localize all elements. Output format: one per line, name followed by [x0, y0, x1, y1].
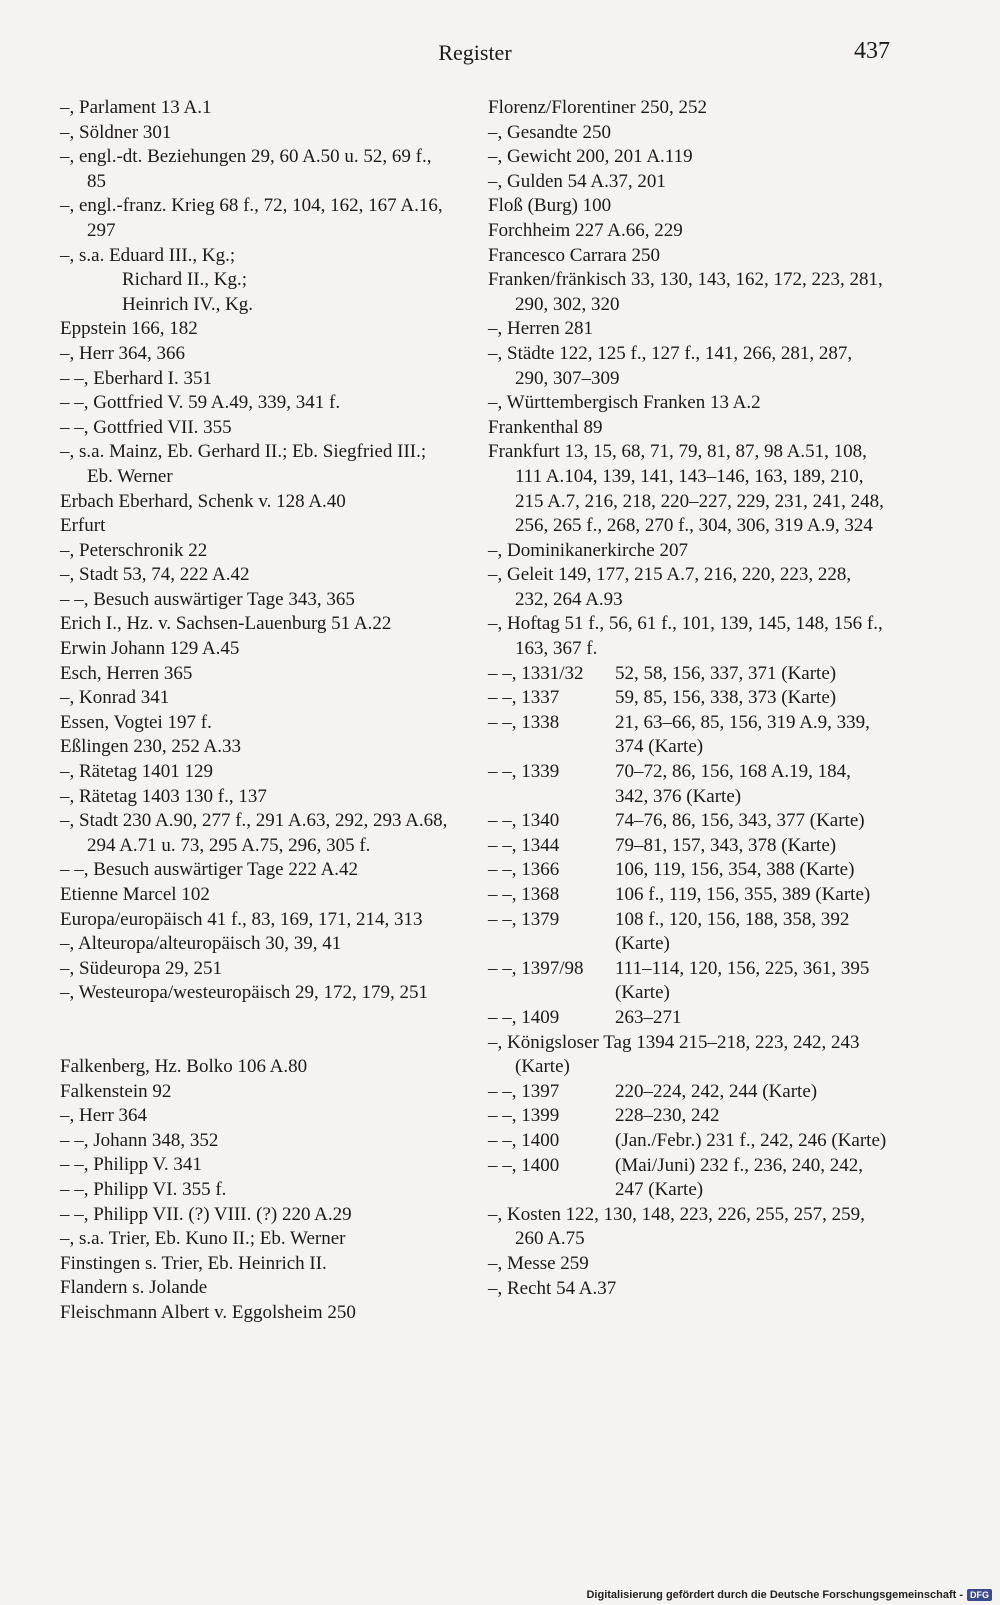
koenigsloser-year: – –, 1397 — [488, 1080, 560, 1102]
funding-footer — [586, 1589, 992, 1601]
index-entry: – –, Philipp VII. (?) VIII. (?) 220 A.29 — [60, 1203, 352, 1225]
hoftag-refs: 21, 63–66, 85, 156, 319 A.9, 339, 374 (Karte) — [615, 711, 870, 758]
index-entry: Heinrich IV., Kg. — [122, 293, 254, 315]
index-entry: –, Alteuropa/alteuropäisch 30, 39, 41 — [60, 933, 342, 955]
hoftag-row — [488, 662, 888, 687]
hoftag-row — [488, 760, 888, 809]
hoftag-refs: 106, 119, 156, 354, 388 (Karte) — [615, 859, 855, 881]
koenigsloser-row — [488, 1080, 888, 1105]
hoftag-row — [488, 711, 888, 760]
koenigsloser-year: – –, 1400 — [488, 1154, 560, 1176]
index-entry: –, Stadt 230 A.90, 277 f., 291 A.63, 292, 293 A.68, 294 A.71 u. 73, 295 A.75, 296, 305 f. — [60, 810, 448, 856]
hoftag-year: – –, 1397/98 — [488, 957, 584, 979]
index-entry: Florenz/Florentiner 250, 252 — [488, 97, 707, 118]
index-entry: –, Messe 259 — [488, 1252, 589, 1274]
hoftag-row — [488, 883, 888, 908]
index-entry: Essen, Vogtei 197 f. — [60, 711, 212, 733]
hoftag-row — [488, 858, 888, 883]
hoftag-refs: 108 f., 120, 156, 188, 358, 392 (Karte) — [615, 908, 850, 955]
koenigsloser-refs: (Mai/Juni) 232 f., 236, 240, 242, 247 (Karte) — [615, 1154, 864, 1201]
index-entry: – –, Besuch auswärtiger Tage 343, 365 — [60, 588, 355, 610]
hoftag-year: – –, 1344 — [488, 834, 560, 856]
index-entry: – –, Philipp V. 341 — [60, 1154, 202, 1176]
index-entry: –, Württembergisch Franken 13 A.2 — [488, 392, 761, 414]
hoftag-row — [488, 957, 888, 1006]
index-entry: Franken/fränkisch 33, 130, 143, 162, 172, 223, 281, 290, 302, 320 — [488, 269, 883, 315]
footer-text: Digitalisierung gefördert durch die Deutsche Forschungsgemeinschaft - — [586, 1589, 963, 1601]
koenigsloser-row — [488, 1104, 888, 1129]
index-entry: –, Parlament 13 A.1 — [60, 97, 212, 118]
hoftag-row — [488, 1006, 888, 1031]
index-entry: –, Geleit 149, 177, 215 A.7, 216, 220, 223, 228, 232, 264 A.93 — [488, 564, 852, 610]
index-entry: –, Königsloser Tag 1394 215–218, 223, 242, 243 (Karte) — [488, 1031, 860, 1078]
koenigsloser-row — [488, 1154, 888, 1203]
hoftag-row — [488, 686, 888, 711]
index-entry: Frankfurt 13, 15, 68, 71, 79, 81, 87, 98 A.51, 108, 111 A.104, 139, 141, 143–146, 163, 189, 210, 215 A.7, 216, 218, 220–227, 229, 231, 241, 248, 256, 265 f., 268, 270 f., 304, 306, 319 A.9, 324 — [488, 441, 884, 537]
left-column — [60, 96, 455, 1326]
hoftag-year: – –, 1379 — [488, 908, 560, 930]
index-entry: –, Recht 54 A.37 — [488, 1277, 617, 1299]
index-entry: Flandern s. Jolande — [60, 1277, 208, 1299]
hoftag-refs: 111–114, 120, 156, 225, 361, 395 (Karte) — [615, 957, 870, 1004]
koenigsloser-year: – –, 1400 — [488, 1129, 560, 1151]
hoftag-year: – –, 1409 — [488, 1006, 560, 1028]
hoftag-refs: 70–72, 86, 156, 168 A.19, 184, 342, 376 (Karte) — [615, 761, 851, 807]
index-entry: –, Westeuropa/westeuropäisch 29, 172, 179, 251 — [60, 982, 429, 1004]
index-entry: Richard II., Kg.; — [122, 269, 248, 291]
koenigsloser-refs: 220–224, 242, 244 (Karte) — [615, 1080, 818, 1102]
index-entry: Floß (Burg) 100 — [488, 195, 612, 217]
koenigsloser-year: – –, 1399 — [488, 1105, 560, 1127]
index-entry: –, Kosten 122, 130, 148, 223, 226, 255, 257, 259, 260 A.75 — [488, 1203, 865, 1250]
index-entry: –, Stadt 53, 74, 222 A.42 — [60, 564, 250, 586]
page-title: Register — [438, 40, 512, 65]
page-number: 437 — [854, 38, 890, 64]
koenigsloser-refs: (Jan./Febr.) 231 f., 242, 246 (Karte) — [615, 1129, 887, 1151]
index-entry: Forchheim 227 A.66, 229 — [488, 219, 683, 241]
page-header — [60, 36, 890, 76]
index-entry: Eppstein 166, 182 — [60, 318, 198, 340]
index-entry: Falkenstein 92 — [60, 1080, 172, 1102]
index-entry: Eßlingen 230, 252 A.33 — [60, 736, 242, 758]
index-entry: –, Dominikanerkirche 207 — [488, 539, 688, 561]
index-entry: Erich I., Hz. v. Sachsen-Lauenburg 51 A.22 — [60, 613, 392, 635]
index-entry: –, Gulden 54 A.37, 201 — [488, 170, 666, 192]
hoftag-year: – –, 1337 — [488, 687, 560, 709]
hoftag-year: – –, 1340 — [488, 810, 560, 832]
hoftag-refs: 79–81, 157, 343, 378 (Karte) — [615, 834, 837, 856]
index-entry: –, s.a. Mainz, Eb. Gerhard II.; Eb. Siegfried III.; Eb. Werner — [60, 441, 427, 487]
hoftag-year: – –, 1368 — [488, 884, 560, 905]
index-entry: –, Hoftag 51 f., 56, 61 f., 101, 139, 145, 148, 156 f., 163, 367 f. — [488, 613, 883, 660]
hoftag-year: – –, 1331/32 — [488, 662, 584, 684]
index-entry: –, Herr 364, 366 — [60, 342, 186, 364]
hoftag-refs: 52, 58, 156, 337, 371 (Karte) — [615, 662, 837, 684]
index-entry: – –, Johann 348, 352 — [60, 1129, 219, 1151]
index-entry: – –, Eberhard I. 351 — [60, 367, 212, 389]
index-entry: Erbach Eberhard, Schenk v. 128 A.40 — [60, 490, 346, 512]
index-entry: Francesco Carrara 250 — [488, 244, 660, 266]
hoftag-year: – –, 1339 — [488, 761, 560, 783]
dfg-logo: DFG — [967, 1589, 992, 1601]
index-entry: Fleischmann Albert v. Eggolsheim 250 — [60, 1301, 356, 1323]
index-entry: Esch, Herren 365 — [60, 662, 193, 684]
index-entry: –, Gewicht 200, 201 A.119 — [488, 146, 693, 168]
index-entry: –, Herr 364 — [60, 1105, 148, 1127]
index-entry: –, Gesandte 250 — [488, 121, 611, 143]
index-entry: –, s.a. Eduard III., Kg.; — [60, 244, 236, 266]
index-entry: Erfurt — [60, 515, 106, 537]
index-entry: –, engl.-franz. Krieg 68 f., 72, 104, 162, 167 A.16, 297 — [60, 195, 443, 241]
index-entry: Frankenthal 89 — [488, 416, 603, 438]
index-entry: –, Herren 281 — [488, 318, 593, 340]
index-entry: –, Südeuropa 29, 251 — [60, 957, 223, 979]
index-entry: –, s.a. Trier, Eb. Kuno II.; Eb. Werner — [60, 1228, 346, 1250]
index-entry: – –, Gottfried VII. 355 — [60, 416, 232, 438]
koenigsloser-refs: 228–230, 242 — [615, 1105, 720, 1127]
hoftag-refs: 59, 85, 156, 338, 373 (Karte) — [615, 687, 837, 709]
hoftag-refs: 263–271 — [615, 1006, 682, 1028]
hoftag-refs: 106 f., 119, 156, 355, 389 (Karte) — [615, 884, 871, 905]
index-entry: Etienne Marcel 102 — [60, 884, 210, 905]
index-entry: Finstingen s. Trier, Eb. Heinrich II. — [60, 1252, 327, 1274]
index-entry: –, Söldner 301 — [60, 121, 172, 143]
index-entry: –, engl.-dt. Beziehungen 29, 60 A.50 u. 52, 69 f., 85 — [60, 146, 432, 192]
index-entry: Erwin Johann 129 A.45 — [60, 638, 240, 660]
hoftag-row — [488, 834, 888, 859]
hoftag-refs: 74–76, 86, 156, 343, 377 (Karte) — [615, 810, 865, 832]
hoftag-year: – –, 1338 — [488, 711, 560, 733]
index-entry: Europa/europäisch 41 f., 83, 169, 171, 214, 313 — [60, 908, 423, 930]
right-column — [488, 96, 888, 1301]
hoftag-year: – –, 1366 — [488, 859, 560, 881]
hoftag-row — [488, 908, 888, 957]
index-entry: Falkenberg, Hz. Bolko 106 A.80 — [60, 1055, 308, 1077]
index-entry: –, Rätetag 1401 129 — [60, 761, 214, 783]
koenigsloser-row — [488, 1129, 888, 1154]
index-entry: –, Städte 122, 125 f., 127 f., 141, 266, 281, 287, 290, 307–309 — [488, 342, 853, 389]
index-entry: – –, Gottfried V. 59 A.49, 339, 341 f. — [60, 392, 341, 414]
index-entry: – –, Besuch auswärtiger Tage 222 A.42 — [60, 859, 359, 881]
index-entry: –, Peterschronik 22 — [60, 539, 208, 561]
index-entry: –, Rätetag 1403 130 f., 137 — [60, 785, 267, 807]
index-entry: –, Konrad 341 — [60, 687, 170, 709]
hoftag-row — [488, 809, 888, 834]
index-entry: – –, Philipp VI. 355 f. — [60, 1178, 227, 1200]
